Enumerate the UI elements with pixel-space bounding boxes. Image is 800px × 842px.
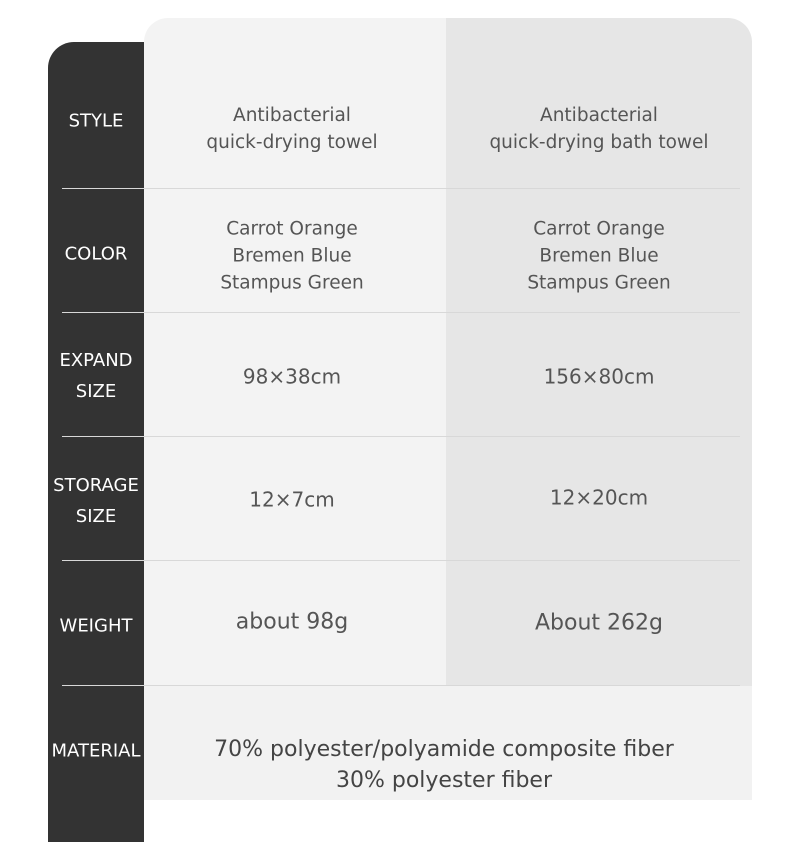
row-divider — [62, 312, 740, 313]
row-label-color: COLOR — [64, 243, 128, 265]
weight-bath-towel-value: About 262g — [535, 610, 663, 636]
style-towel-value: Antibacterial quick-drying towel — [206, 105, 378, 153]
material-value: 70% polyester/polyamide composite fiber 30% polyester fiber — [214, 737, 674, 793]
color-towel-value: Carrot Orange Bremen Blue Stampus Green — [220, 218, 364, 294]
expand-size-towel-value: 98×38cm — [242, 364, 342, 389]
style-bath-towel-value: Antibacterial quick-drying bath towel — [489, 105, 709, 153]
row-divider — [62, 685, 740, 686]
row-divider — [62, 436, 740, 437]
color-bath-towel-value: Carrot Orange Bremen Blue Stampus Green — [527, 218, 671, 294]
row-label-storage-size: STORAGE SIZE — [53, 475, 139, 527]
row-label-style: STYLE — [68, 110, 124, 132]
row-divider — [62, 560, 740, 561]
row-label-weight: WEIGHT — [59, 615, 133, 637]
row-divider — [62, 188, 740, 189]
storage-size-towel-value: 12×7cm — [249, 487, 335, 512]
weight-towel-value: about 98g — [235, 609, 349, 635]
label-column — [48, 42, 144, 842]
expand-size-bath-towel-value: 156×80cm — [543, 364, 655, 389]
row-label-material: MATERIAL — [51, 740, 141, 762]
storage-size-bath-towel-value: 12×20cm — [549, 485, 649, 510]
row-label-expand-size: EXPAND SIZE — [59, 350, 133, 402]
